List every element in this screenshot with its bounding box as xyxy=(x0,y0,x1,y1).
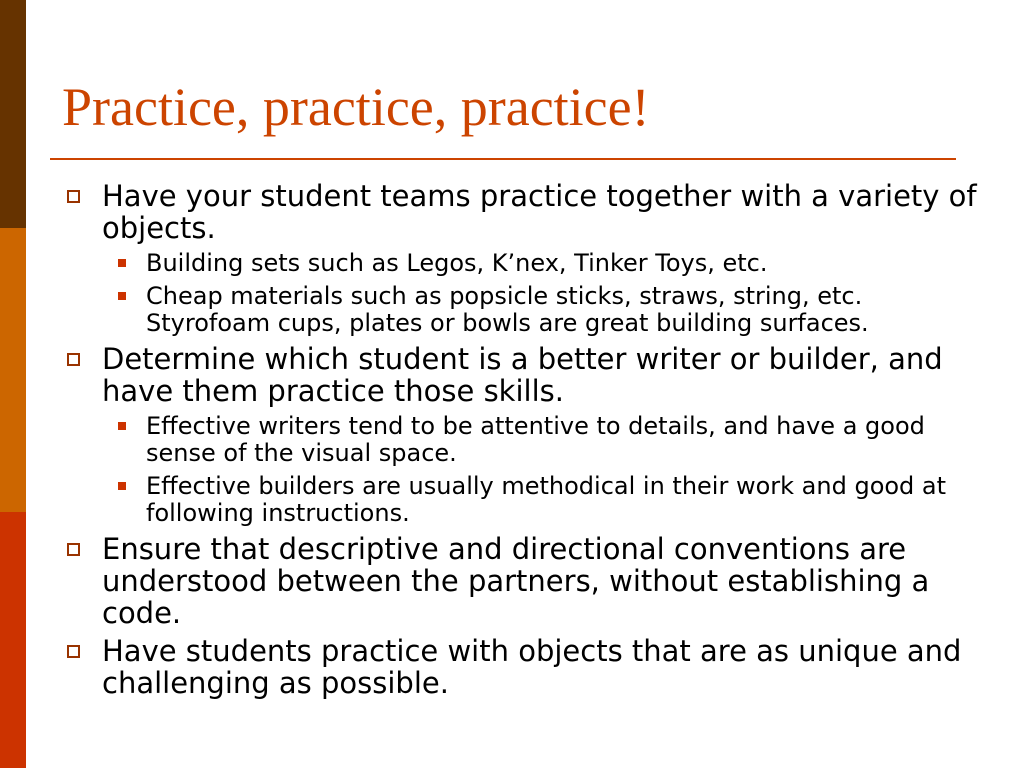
hollow-square-bullet-icon xyxy=(67,645,80,658)
title-divider xyxy=(50,158,956,160)
bullet-text: Determine which student is a better writer or builder, and have them practice those skills. xyxy=(102,342,943,408)
sub-bullet-item xyxy=(0,283,1000,337)
hollow-square-bullet-icon xyxy=(67,190,80,203)
sub-bullet-list xyxy=(0,250,1000,337)
bullet-item xyxy=(0,635,1000,699)
bullet-text: Have students practice with objects that are as unique and challenging as possible. xyxy=(102,634,962,700)
sub-bullet-text: Effective writers tend to be attentive to details, and have a good sense of the visual space. xyxy=(146,412,925,467)
bullet-item xyxy=(0,343,1000,407)
filled-square-bullet-icon xyxy=(118,422,126,430)
sub-bullet-text: Cheap materials such as popsicle sticks, straws, string, etc. Styrofoam cups, plates or bowls are great building surfaces. xyxy=(146,282,869,337)
bullet-item xyxy=(0,533,1000,629)
filled-square-bullet-icon xyxy=(118,482,126,490)
slide-title: Practice, practice, practice! xyxy=(62,77,650,137)
sub-bullet-text: Building sets such as Legos, K’nex, Tinker Toys, etc. xyxy=(146,249,768,277)
hollow-square-bullet-icon xyxy=(67,353,80,366)
sub-bullet-item xyxy=(0,473,1000,527)
hollow-square-bullet-icon xyxy=(67,543,80,556)
sub-bullet-text: Effective builders are usually methodical in their work and good at following instructions. xyxy=(146,472,947,527)
bullet-text: Have your student teams practice together with a variety of objects. xyxy=(102,179,977,245)
filled-square-bullet-icon xyxy=(118,292,126,300)
filled-square-bullet-icon xyxy=(118,259,126,267)
sub-bullet-item xyxy=(0,413,1000,467)
sub-bullet-list xyxy=(0,413,1000,527)
sub-bullet-item xyxy=(0,250,1000,277)
bullet-item xyxy=(0,180,1000,244)
bullet-text: Ensure that descriptive and directional conventions are understood between the partners, without establishing a code. xyxy=(102,532,930,630)
slide-body xyxy=(0,180,1000,705)
